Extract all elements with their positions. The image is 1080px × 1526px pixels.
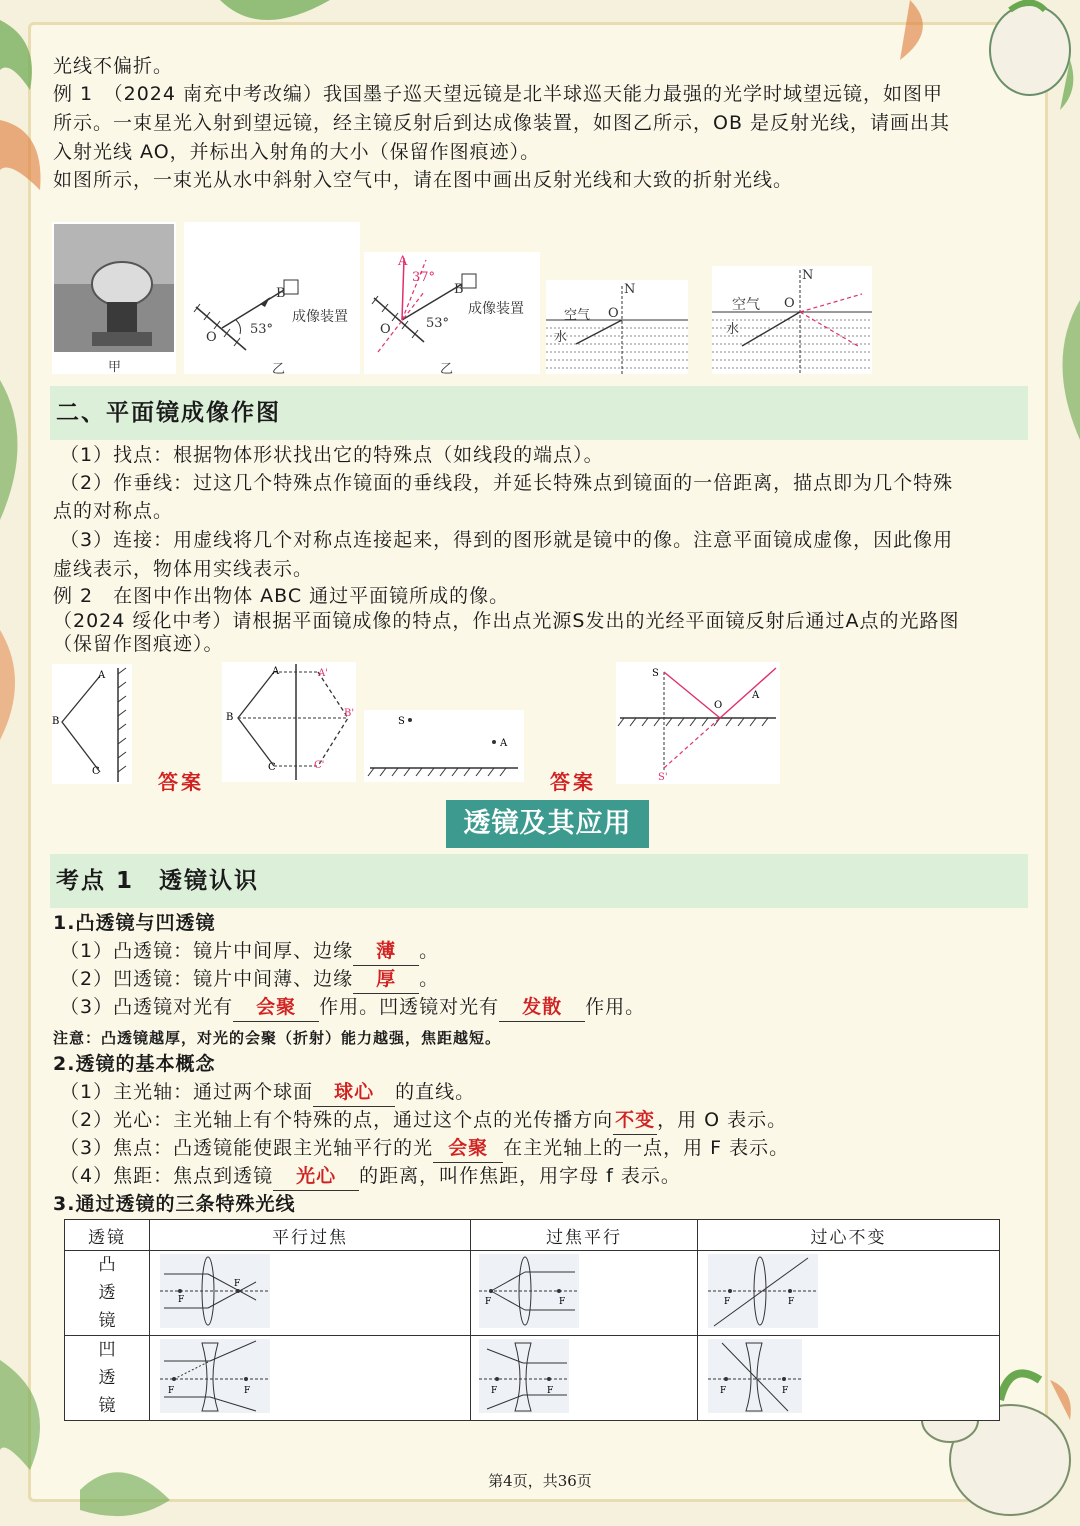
fill-text: 作用。凹透镜对光有 xyxy=(319,996,500,1018)
fill-line xyxy=(60,965,439,994)
answer-label: 答案 xyxy=(550,770,596,794)
svg-text:F: F xyxy=(244,1385,251,1396)
fill-line xyxy=(60,1106,787,1135)
note: 注意：凸透镜越厚，对光的会聚（折射）能力越强，焦距越短。 xyxy=(53,1029,502,1047)
origin-label: O xyxy=(784,296,795,311)
fill-text: （2）光心：主光轴上有个特殊的点，通过这个点的光传播方向 xyxy=(60,1109,614,1131)
fill-text: ，用 O 表示。 xyxy=(657,1109,788,1131)
svg-text:F: F xyxy=(168,1385,175,1396)
diagram-convex-focus xyxy=(479,1254,579,1328)
fill-text: （3）焦点：凸透镜能使跟主光轴平行的光 xyxy=(60,1137,434,1159)
diagram-concave-focus xyxy=(479,1339,569,1413)
example1-line: 例 1 （2024 南充中考改编）我国墨子巡天望远镜是北半球巡天能力最强的光学时域望远镜，如图甲 xyxy=(53,83,944,105)
cell-concave-focus xyxy=(471,1336,698,1421)
angle-label: 53° xyxy=(250,322,274,337)
svg-text:F: F xyxy=(724,1296,731,1307)
step-1: （1）找点：根据物体形状找出它的特殊点（如线段的端点）。 xyxy=(60,444,604,466)
device-label: 成像装置 xyxy=(468,301,524,317)
water-question: 如图所示，一束光从水中斜射入空气中，请在图中画出反射光线和大致的折射光线。 xyxy=(53,169,794,191)
fill-text: 。 xyxy=(419,968,440,990)
section-heading-kp1: 考点 1 透镜认识 xyxy=(50,854,1028,908)
origin-label: O xyxy=(608,306,619,321)
answer-label: 答案 xyxy=(158,770,204,794)
figure-water-air-question xyxy=(546,280,688,374)
svg-text:F: F xyxy=(178,1294,185,1305)
leaf-decoration-top xyxy=(220,0,340,40)
row-label-text: 凸透镜 xyxy=(98,1255,116,1331)
diagram-concave-parallel xyxy=(160,1339,270,1413)
col-header-lens: 透镜 xyxy=(65,1220,150,1251)
subheading: 1.凸透镜与凹透镜 xyxy=(53,912,216,934)
fill-text: 在主光轴上的一点，用 F 表示。 xyxy=(503,1137,790,1159)
svg-text:B: B xyxy=(52,716,60,727)
svg-text:S: S xyxy=(398,716,405,727)
label-B: B xyxy=(276,286,286,301)
diagram-concave-center xyxy=(708,1339,802,1413)
special-rays-table xyxy=(64,1219,1000,1421)
svg-text:C: C xyxy=(92,766,100,777)
caption-jia: 甲 xyxy=(108,360,122,375)
cell-convex-parallel xyxy=(150,1251,471,1336)
label-A: A xyxy=(398,254,408,269)
figure-abc-question xyxy=(52,664,132,784)
figure-mirror-diagram-yi xyxy=(184,222,360,377)
example1-line: 所示。一束星光入射到望远镜，经主镜反射后到达成像装置，如图乙所示，OB 是反射光线，请画出其 xyxy=(53,112,951,134)
figure-mirror-diagram-answer xyxy=(364,252,540,377)
svg-text:F: F xyxy=(782,1385,789,1396)
svg-text:A: A xyxy=(752,690,760,701)
svg-text:S': S' xyxy=(658,772,668,783)
air-label: 空气 xyxy=(564,308,591,323)
svg-text:C: C xyxy=(268,762,276,773)
fill-text: （2）凹透镜：镜片中间薄、边缘 xyxy=(60,968,354,990)
lens-section-title: 透镜及其应用 xyxy=(446,800,649,848)
step-3: （3）连接：用虚线将几个对称点连接起来，得到的图形就是镜中的像。注意平面镜成虚像，因此像用 xyxy=(60,529,954,551)
figure-point-source-answer xyxy=(616,662,780,784)
label-O: O xyxy=(380,322,391,337)
fill-text: 的距离，叫作焦距，用字母 f 表示。 xyxy=(359,1165,681,1187)
fill-line xyxy=(60,937,439,966)
diagram-convex-center xyxy=(708,1254,818,1328)
answer-blank: 会聚 xyxy=(433,1134,503,1163)
svg-text:F: F xyxy=(547,1385,554,1396)
svg-text:F: F xyxy=(720,1385,727,1396)
answer-blank: 球心 xyxy=(313,1078,395,1107)
cell-concave-center xyxy=(698,1336,1000,1421)
label-B: B xyxy=(454,282,464,297)
subheading: 2.透镜的基本概念 xyxy=(53,1053,216,1075)
water-label: 水 xyxy=(726,322,740,337)
fill-line xyxy=(60,1078,475,1107)
answer-blank: 发散 xyxy=(499,993,585,1022)
fill-text: 作用。 xyxy=(585,996,646,1018)
svg-text:A: A xyxy=(272,666,280,677)
col-header-focus: 过焦平行 xyxy=(471,1220,698,1251)
svg-text:F: F xyxy=(234,1278,241,1289)
svg-text:S: S xyxy=(652,668,659,679)
water-label: 水 xyxy=(554,330,568,345)
cell-convex-focus xyxy=(471,1251,698,1336)
col-header-center: 过心不变 xyxy=(698,1220,1000,1251)
svg-text:B': B' xyxy=(344,708,355,719)
svg-text:C': C' xyxy=(314,760,325,771)
svg-text:F: F xyxy=(491,1385,498,1396)
example3-cont: （保留作图痕迹）。 xyxy=(53,633,224,655)
svg-text:A': A' xyxy=(318,668,328,679)
normal-label: N xyxy=(802,268,814,283)
label-O: O xyxy=(206,330,217,345)
example2: 例 2 在图中作出物体 ABC 通过平面镜所成的像。 xyxy=(53,585,510,607)
air-label: 空气 xyxy=(732,297,760,313)
svg-text:B: B xyxy=(226,712,234,723)
step-2: （2）作垂线：过这几个特殊点作镜面的垂线段，并延长特殊点到镜面的一倍距离，描点即为几个特殊 xyxy=(60,472,954,494)
fill-text: （1）主光轴：通过两个球面 xyxy=(60,1081,314,1103)
caption-yi: 乙 xyxy=(272,362,286,377)
figure-point-source-question xyxy=(364,710,524,782)
cell-concave-parallel xyxy=(150,1336,471,1421)
example1-line: 入射光线 AO，并标出入射角的大小（保留作图痕迹）。 xyxy=(53,141,541,163)
figure-telescope-photo xyxy=(52,222,176,374)
figure-abc-answer xyxy=(222,662,356,782)
row-label-concave xyxy=(65,1336,150,1421)
diagram-convex-parallel xyxy=(160,1254,270,1328)
step-3-cont: 虚线表示，物体用实线表示。 xyxy=(53,558,314,580)
fill-line xyxy=(60,1134,789,1163)
answer-blank: 薄 xyxy=(353,937,419,966)
fill-text: 的直线。 xyxy=(395,1081,476,1103)
caption-yi: 乙 xyxy=(440,362,454,377)
answer-blank: 会聚 xyxy=(233,993,319,1022)
row-label-text: 凹透镜 xyxy=(98,1340,116,1416)
svg-text:A: A xyxy=(500,738,508,749)
answer-blank: 厚 xyxy=(353,965,419,994)
page-footer: 第4页，共36页 xyxy=(488,1472,592,1490)
fill-text: （4）焦距：焦点到透镜 xyxy=(60,1165,274,1187)
subheading: 3.通过透镜的三条特殊光线 xyxy=(53,1193,296,1215)
fill-text: （1）凸透镜：镜片中间厚、边缘 xyxy=(60,940,354,962)
svg-text:F: F xyxy=(559,1296,566,1307)
fill-line xyxy=(60,993,645,1022)
answer-blank: 不变 xyxy=(613,1106,657,1135)
section-heading-plane-mirror: 二、平面镜成像作图 xyxy=(50,386,1028,440)
text-line: 光线不偏折。 xyxy=(53,55,174,77)
figure-water-air-answer xyxy=(712,266,872,374)
row-label-convex xyxy=(65,1251,150,1336)
fill-text: （3）凸透镜对光有 xyxy=(60,996,234,1018)
cell-convex-center xyxy=(698,1251,1000,1336)
col-header-parallel: 平行过焦 xyxy=(150,1220,471,1251)
step-2-cont: 点的对称点。 xyxy=(53,500,174,522)
angle-label: 53° xyxy=(426,316,450,331)
fill-line xyxy=(60,1162,681,1191)
svg-text:A: A xyxy=(98,670,106,681)
angle-label: 37° xyxy=(412,270,436,285)
svg-text:F: F xyxy=(788,1296,795,1307)
normal-label: N xyxy=(624,282,636,297)
example3: （2024 绥化中考）请根据平面镜成像的特点，作出点光源S发出的光经平面镜反射后通过A点的光路图 xyxy=(53,610,960,632)
device-label: 成像装置 xyxy=(292,309,348,325)
svg-text:O: O xyxy=(714,700,723,711)
leaf-decoration-right xyxy=(1040,300,1080,600)
fill-text: 。 xyxy=(419,940,440,962)
svg-text:F: F xyxy=(485,1296,492,1307)
leaf-decoration-left xyxy=(0,380,40,780)
answer-blank: 光心 xyxy=(273,1162,359,1191)
